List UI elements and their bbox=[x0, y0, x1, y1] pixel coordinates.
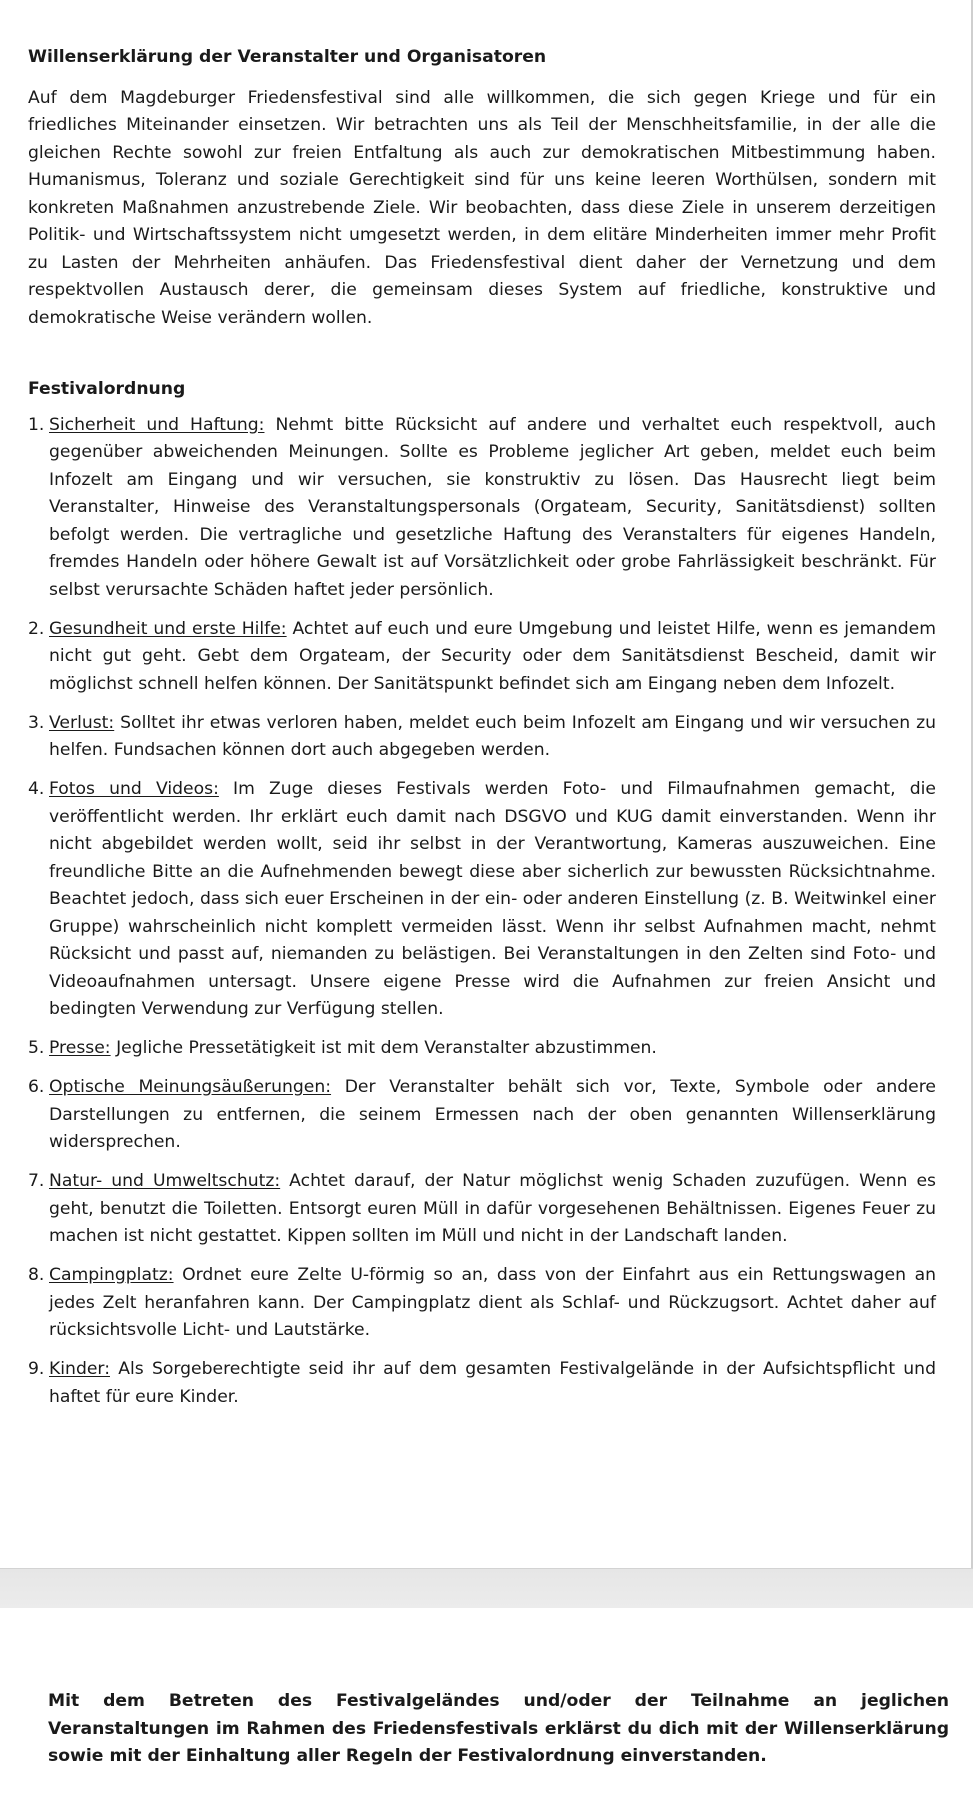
rule-number: 3. bbox=[28, 712, 45, 733]
rule-term: Campingplatz: bbox=[49, 1265, 174, 1285]
agreement-text: Mit dem Betreten des Festivalgeländes und/oder der Teilnahme an jeglichen Veranstaltungen im Rahmen des Friedensfestivals erklärst du dich mit der Willenserklärung sowie mit der Einhaltung aller Regeln der Festivalordnung einverstanden. bbox=[48, 1691, 949, 1766]
document-page-2 bbox=[0, 1608, 973, 1793]
rule-text: Als Sorgeberechtigte seid ihr auf dem gesamten Festivalgelände in der Aufsichtspflicht und haftet für eure Kinder. bbox=[49, 1359, 936, 1407]
rule-item-press bbox=[28, 1035, 936, 1063]
rule-text: Achtet auf euch und eure Umgebung und leistet Hilfe, wenn es jemandem nicht gut geht. Gebt dem Orgateam, der Security oder dem Sanitätsdienst Bescheid, damit wir möglichst schnell helfen können. Der Sanitätspunkt befindet sich am Eingang neben dem Infozelt. bbox=[49, 618, 936, 694]
rule-text: Im Zuge dieses Festivals werden Foto- und Filmaufnahmen gemacht, die veröffentlicht werden. Ihr erklärt euch damit nach DSGVO und KUG damit einverstanden. Wenn ihr nicht abgebildet werden wollt, seid ihr selbst in der Verantwortung, Kameras auszuweichen. Eine freundliche Bitte an die Aufnehmenden bewegt diese aber sicherlich zur bewussten Rücksichtnahme. Beachtet jedoch, dass sich euer Erscheinen in der ein- oder anderen Einstellung (z. B. Weitwinkel einer Gruppe) wahrscheinlich nicht komplett vermeiden lässt. Wenn ihr selbst Aufnahmen macht, nehmt Rücksicht und passt auf, niemanden zu belästigen. Bei Veranstaltungen in den Zelten sind Foto- und Videoaufnahmen untersagt. Unsere eigene Presse wird die Aufnahmen zur freien Ansicht und bedingten Verwendung zur Verfügung stellen. bbox=[49, 779, 936, 1019]
rule-item-children bbox=[28, 1356, 936, 1411]
rule-number: 6. bbox=[28, 1077, 45, 1097]
rule-term: Kinder: bbox=[49, 1359, 110, 1379]
rule-text: Jegliche Pressetätigkeit ist mit dem Veranstalter abzustimmen. bbox=[110, 1038, 657, 1058]
rule-text: Ordnet eure Zelte U-förmig so an, dass von der Einfahrt aus ein Rettungswagen an jedes Zelt heranfahren kann. Der Campingplatz dient als Schlaf- und Rückzugsort. Achtet daher auf rücksichtsvolle Licht- und Lautstärke. bbox=[49, 1265, 936, 1340]
rule-number: 4. bbox=[28, 779, 45, 799]
rule-term: Fotos und Videos: bbox=[49, 779, 219, 799]
rule-term: Natur- und Umweltschutz: bbox=[49, 1171, 281, 1191]
rule-term: Presse: bbox=[49, 1038, 111, 1058]
rule-term: Verlust: bbox=[49, 712, 115, 733]
rule-item-camping bbox=[28, 1262, 936, 1345]
rule-item-health bbox=[28, 616, 936, 699]
rules-title: Festivalordnung bbox=[28, 379, 186, 399]
page-gap bbox=[0, 1568, 973, 1609]
rule-item-photos bbox=[28, 776, 936, 1024]
rule-item-lost bbox=[28, 710, 936, 765]
rule-number: 9. bbox=[28, 1359, 45, 1379]
rule-number: 8. bbox=[28, 1265, 45, 1285]
rule-number: 7. bbox=[28, 1171, 45, 1191]
rule-number: 2. bbox=[28, 618, 45, 639]
rule-item-environment bbox=[28, 1168, 936, 1251]
rule-text: Solltet ihr etwas verloren haben, meldet euch beim Infozelt am Eingang und wir versuchen zu helfen. Fundsachen können dort auch abgegeben werden. bbox=[49, 712, 936, 760]
rule-term: Sicherheit und Haftung: bbox=[49, 414, 265, 435]
rule-number: 1. bbox=[28, 414, 45, 435]
rule-text: Achtet darauf, der Natur möglichst wenig Schaden zuzufügen. Wenn es geht, benutzt die Toiletten. Entsorgt euren Müll in dafür vorgesehenen Behältnissen. Eigenes Feuer zu machen ist nicht gestattet. Kippen sollten im Müll und nicht in der Landschaft landen. bbox=[49, 1171, 936, 1246]
rules-list bbox=[28, 412, 936, 1412]
rule-item-opinions bbox=[28, 1074, 936, 1157]
declaration-text: Auf dem Magdeburger Friedensfestival sind alle willkommen, die sich gegen Kriege und für ein friedliches Miteinander einsetzen. Wir betrachten uns als Teil der Menschheitsfamilie, in der alle die gleichen Rechte sowohl zur freien Entfaltung als auch zur demokratischen Mitbestimmung haben. Humanismus, Toleranz und soziale Gerechtigkeit sind für uns keine leeren Worthülsen, sondern mit konkreten Maßnahmen anzustrebende Ziele. Wir beobachten, dass diese Ziele in unserem derzeitigen Politik- und Wirtschaftssystem nicht umgesetzt werden, in dem elitäre Minderheiten immer mehr Profit zu Lasten der Mehrheiten anhäufen. Das Friedensfestival dient daher der Vernetzung und dem respektvollen Austausch derer, die gemeinsam dieses System auf friedliche, konstruktive und demokratische Weise verändern wollen. bbox=[28, 87, 936, 328]
rule-text: Der Veranstalter behält sich vor, Texte, Symbole oder andere Darstellungen zu entfernen, die seinem Ermessen nach der oben genannten Willenserklärung widersprechen. bbox=[49, 1077, 936, 1152]
declaration-title: Willenserklärung der Veranstalter und Organisatoren bbox=[28, 47, 547, 67]
rule-term: Gesundheit und erste Hilfe: bbox=[49, 618, 287, 639]
rule-text: Nehmt bitte Rücksicht auf andere und verhaltet euch respektvoll, auch gegenüber abweichenden Meinungen. Sollte es Probleme jeglicher Art geben, meldet euch beim Infozelt am Eingang und wir versuchen, sie konstruktiv zu lösen. Das Hausrecht liegt beim Veranstalter, Hinweise des Veranstaltungspersonals (Orgateam, Security, Sanitätsdienst) sollten befolgt werden. Die vertragliche und gesetzliche Haftung des Veranstalters für eigenes Handeln, fremdes Handeln oder höhere Gewalt ist auf Vorsätzlichkeit oder grobe Fahrlässigkeit beschränkt. Für selbst verursachte Schäden haftet jeder persönlich. bbox=[49, 414, 936, 600]
rule-item-safety bbox=[28, 412, 936, 605]
rule-number: 5. bbox=[28, 1038, 45, 1058]
rule-term: Optische Meinungsäußerungen: bbox=[49, 1077, 332, 1097]
